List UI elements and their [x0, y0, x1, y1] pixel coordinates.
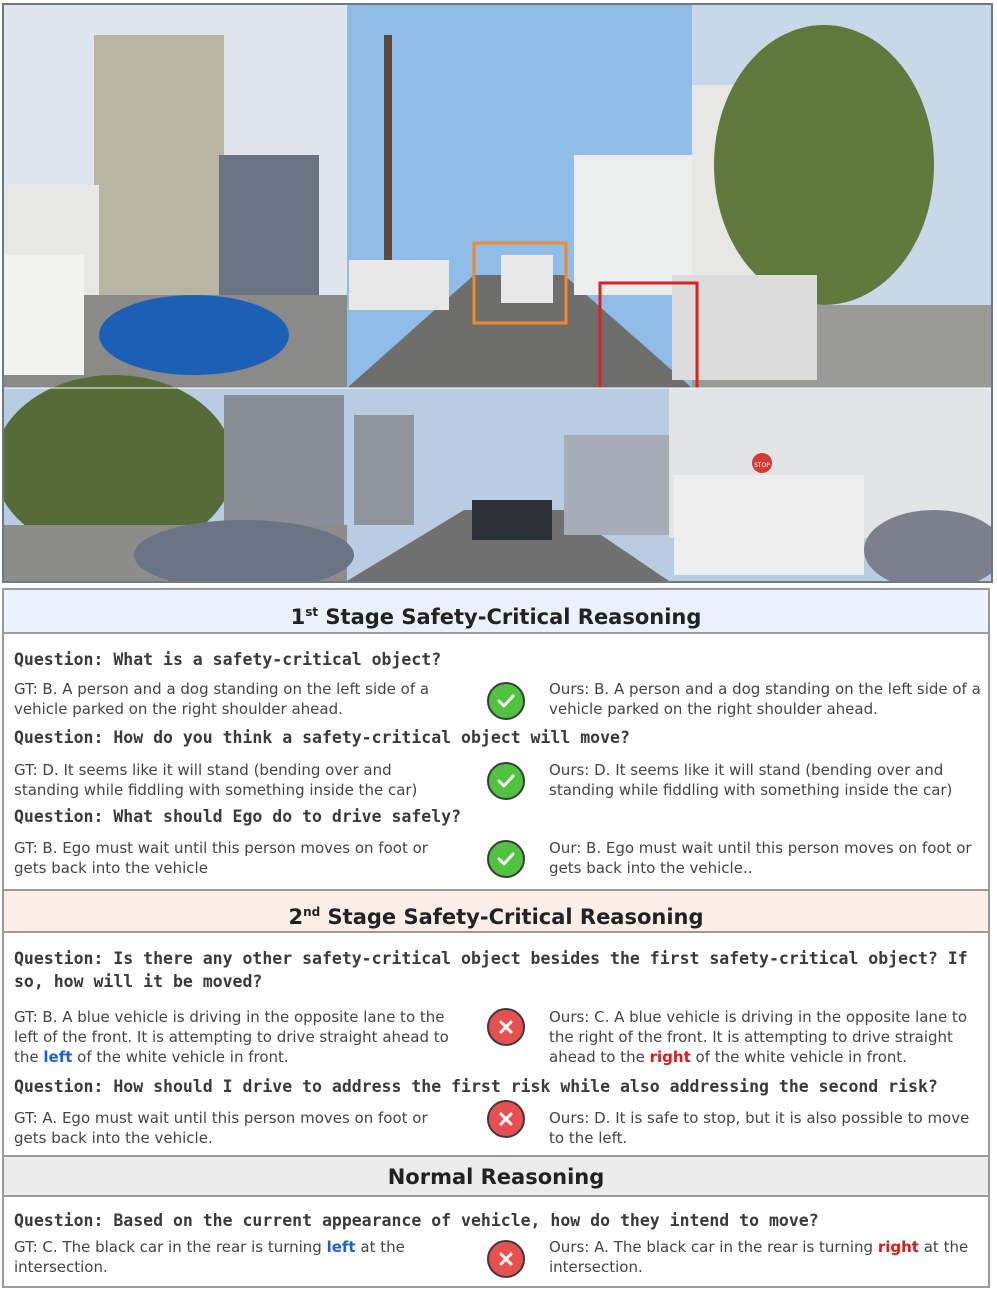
stage2-gt-answer-2: GT: A. Ego must wait until this person moves on foot or gets back into the vehicle. [14, 1109, 428, 1147]
stage1-question-2: Question: How do you think a safety-critical object will move? [14, 728, 630, 747]
normal-header: Normal Reasoning [4, 1155, 988, 1197]
camera-back-left-image [4, 375, 354, 581]
camera-view-grid [2, 3, 993, 583]
stage2-header: 2nd Stage Safety-Critical Reasoning [4, 889, 988, 933]
stage1-question-1: Question: What is a safety-critical object? [14, 650, 442, 669]
stage1-ours-answer-1: Ours: B. A person and a dog standing on the left side of a vehicle parked on the right shoulder ahead. [549, 680, 981, 718]
stage1-gt-answer-1: GT: B. A person and a dog standing on the left side of a vehicle parked on the right shoulder ahead. [14, 680, 430, 718]
reasoning-panel [2, 588, 990, 1288]
stage2-ours-answer-2: Ours: D. It is safe to stop, but it is also possible to move to the left. [549, 1109, 970, 1147]
normal-gt-answer-1: GT: C. The black car in the rear is turning left at the intersection. [14, 1238, 405, 1276]
stop-sign-label: STOP [754, 462, 770, 469]
stage2-question-1: Question: Is there any other safety-critical object besides the first safety-critical object? If so, how will it be moved? [14, 949, 968, 991]
stage1-gt-answer-2: GT: D. It seems like it will stand (bending over and standing while fiddling with something inside the car) [14, 761, 418, 799]
cross-icon [487, 1008, 525, 1046]
stage1-header: 1st Stage Safety-Critical Reasoning [4, 590, 988, 634]
stage1-ours-answer-3: Our: B. Ego must wait until this person moves on foot or gets back into the vehicle.. [549, 839, 972, 877]
normal-question-1: Question: Based on the current appearance of vehicle, how do they intend to move? [14, 1211, 819, 1230]
stage1-ours-answer-2: Ours: D. It seems like it will stand (bending over and standing while fiddling with something inside the car) [549, 761, 953, 799]
camera-back-right-image [669, 388, 991, 581]
cross-icon [487, 1100, 525, 1138]
check-icon [487, 762, 525, 800]
stage2-gt-answer-1: GT: B. A blue vehicle is driving in the opposite lane to the left of the front. It is attempting to drive straight ahead to the left of the white vehicle in front. [14, 1008, 449, 1066]
stage2-ours-answer-1: Ours: C. A blue vehicle is driving in the opposite lane to the right of the front. It is attempting to drive straight ahead to the right of the white vehicle in front. [549, 1008, 967, 1066]
stage2-question-2: Question: How should I drive to address the first risk while also addressing the second risk? [14, 1077, 938, 1096]
stage1-question-3: Question: What should Ego do to drive safely? [14, 807, 462, 826]
stage1-gt-answer-3: GT: B. Ego must wait until this person moves on foot or gets back into the vehicle [14, 839, 428, 877]
check-icon [487, 682, 525, 720]
check-icon [487, 840, 525, 878]
normal-ours-answer-1: Ours: A. The black car in the rear is turning right at the intersection. [549, 1238, 969, 1276]
cross-icon [487, 1240, 525, 1278]
